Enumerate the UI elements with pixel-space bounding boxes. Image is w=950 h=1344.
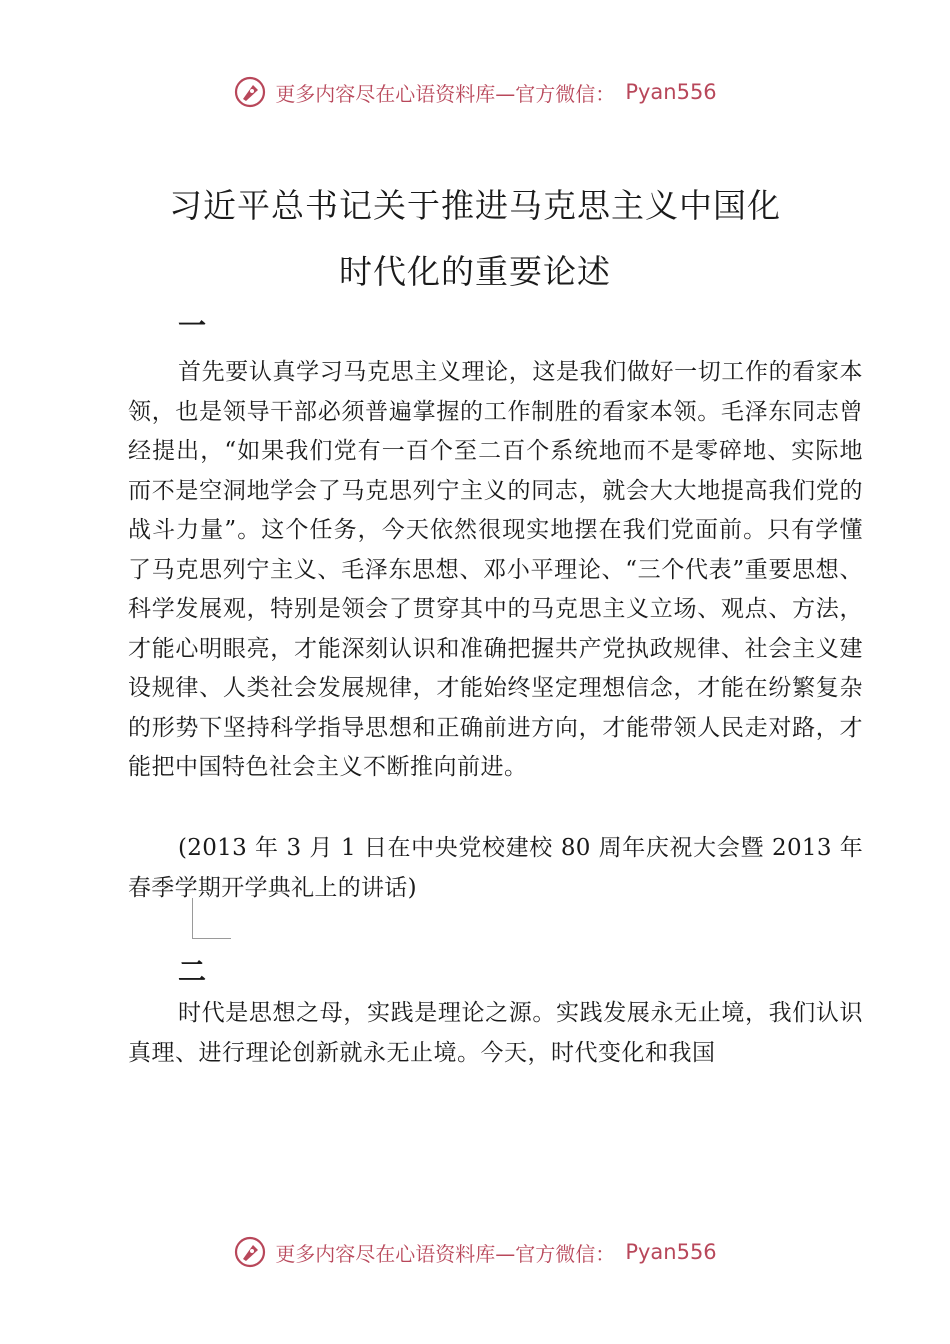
watermark-text: 更多内容尽在心语资料库—官方微信： [275,1241,616,1266]
section-1-source: (2013 年 3 月 1 日在中央党校建校 80 周年庆祝大会暨 2013 年春季学期开学典礼上的讲话) [128,835,863,901]
watermark-text: 更多内容尽在心语资料库—官方微信： [275,81,616,106]
header-watermark [0,72,950,112]
pen-nib-logo-icon [233,75,267,109]
pen-nib-logo-icon [233,1235,267,1269]
watermark-handle: Pyan556 [625,80,717,104]
watermark-handle: Pyan556 [625,1240,717,1264]
margin-crop-mark [192,898,231,939]
section-number-1: 一 [178,309,207,342]
document-title-line-1: 习近平总书记关于推进马克思主义中国化 [169,186,781,225]
footer-watermark [0,1232,950,1272]
section-1-paragraph: 首先要认真学习马克思主义理论，这是我们做好一切工作的看家本领，也是领导干部必须普遍掌握的工作制胜的看家本领。毛泽东同志曾经提出，“如果我们党有一百个至二百个系统地而不是零碎地、实际地而不是空洞地学会了马克思列宁主义的同志，就会大大地提高我们党的战斗力量”。这个任务，今天依然很现实地摆在我们党面前。只有学懂了马克思列宁主义、毛泽东思想、邓小平理论、“三个代表”重要思想、科学发展观，特别是领会了贯穿其中的马克思主义立场、观点、方法，才能心明眼亮，才能深刻认识和准确把握共产党执政规律、社会主义建设规律、人类社会发展规律，才能始终坚定理想信念，才能在纷繁复杂的形势下坚持科学指导思想和正确前进方向，才能带领人民走对路，才能把中国特色社会主义不断推向前进。 [128,359,863,780]
section-2-paragraph: 时代是思想之母，实践是理论之源。实践发展永无止境，我们认识真理、进行理论创新就永无止境。今天，时代变化和我国 [128,1000,863,1066]
section-number-2: 二 [178,955,207,988]
document-title-line-2: 时代化的重要论述 [339,252,611,291]
